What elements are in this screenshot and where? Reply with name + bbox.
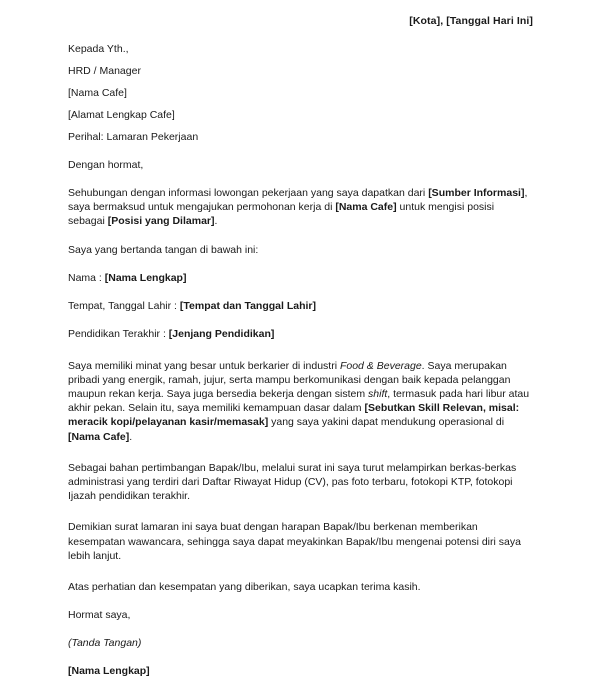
identity-row-name [68, 271, 533, 285]
identity-label-birth: Tempat, Tanggal Lahir : [68, 299, 180, 312]
letter-subject: Perihal: Lamaran Pekerjaan [68, 131, 199, 143]
signature-name: [Nama Lengkap] [68, 665, 150, 678]
identity-label-name: Nama : [68, 271, 105, 284]
signature-placeholder: (Tanda Tangan) [68, 637, 142, 650]
skills-text-5: . [129, 430, 133, 443]
identity-value-education: [Jenjang Pendidikan] [168, 327, 275, 340]
skills-shift-italic: shift [368, 388, 388, 401]
spacer-after-identity [68, 349, 533, 359]
spacer-after-skills [68, 452, 533, 461]
skills-industry-italic: Food & Beverage [339, 359, 422, 372]
skills-cafe-placeholder: [Nama Cafe] [68, 430, 130, 443]
recipient-address: [Alamat Lengkap Cafe] [68, 109, 175, 121]
skills-text-1: Saya memiliki minat yang besar untuk berkarier di industri [68, 359, 340, 372]
intro-text-1: Sehubungan dengan informasi lowongan pekerjaan yang saya dapatkan dari [68, 187, 429, 199]
recipient-salutation: Kepada Yth., [68, 43, 129, 55]
closing-paragraph: Demikian surat lamaran ini saya buat dengan harapan Bapak/Ibu berkenan memberikan kesempatan wawancara, sehingga saya dapat meyakinkan Bapak/Ibu mengenai potensi diri saya lebih lanjut. [68, 521, 521, 562]
skills-text-4: yang saya yakini dapat mendukung operasional di [268, 416, 505, 429]
identity-row-birth [68, 299, 533, 313]
intro-cafe-placeholder: [Nama Cafe] [335, 201, 397, 214]
skills-relevant-placeholder: [Sebutkan Skill Relevan, misal: meracik kopi/pelayanan kasir/memasak] [68, 402, 520, 429]
letter-greeting: Dengan hormat, [68, 159, 144, 171]
intro-paragraph [68, 186, 533, 229]
thanks-paragraph: Atas perhatian dan kesempatan yang diberikan, saya ucapkan terima kasih. [68, 581, 421, 594]
identity-value-name: [Nama Lengkap] [104, 271, 187, 284]
recipient-role: HRD / Manager [68, 65, 141, 77]
identity-label-education: Pendidikan Terakhir : [68, 327, 169, 340]
spacer-after-attachments [68, 511, 533, 520]
identity-value-birth: [Tempat dan Tanggal Lahir] [179, 299, 317, 312]
intro-source-placeholder: [Sumber Informasi] [428, 187, 525, 199]
intro-text-3: untuk mengisi posisi sebagai [68, 201, 495, 228]
skills-text-3: , termasuk pada hari libur atau akhir pekan. Selain itu, saya memiliki kemampuan dasar dalam [68, 388, 530, 415]
recipient-company: [Nama Cafe] [68, 87, 127, 99]
intro-position-placeholder: [Posisi yang Dilamar] [107, 215, 215, 228]
skills-paragraph [68, 359, 533, 444]
spacer-after-closing [68, 571, 533, 580]
intro-text-4: . [214, 215, 218, 228]
identity-row-education [68, 327, 533, 341]
signature-closing: Hormat saya, [68, 609, 131, 622]
date-line: [Kota], [Tanggal Hari Ini] [409, 15, 533, 27]
attachments-paragraph: Sebagai bahan pertimbangan Bapak/Ibu, melalui surat ini saya turut melampirkan berkas-berkas administrasi yang terdiri dari Daftar Riwayat Hidup (CV), pas foto terbaru, fotokopi KTP, fotokopi Ijazah pendidikan terakhir. [68, 461, 517, 503]
identity-lead: Saya yang bertanda tangan di bawah ini: [68, 243, 259, 256]
skills-text-2: . Saya merupakan pribadi yang energik, ramah, jujur, serta mampu berkomunikasi dengan baik kepada pelanggan maupun rekan kerja. Saya juga bersedia bekerja dengan sistem [68, 359, 511, 401]
intro-text-2: , saya bermaksud untuk mengajukan permohonan kerja di [68, 187, 528, 214]
